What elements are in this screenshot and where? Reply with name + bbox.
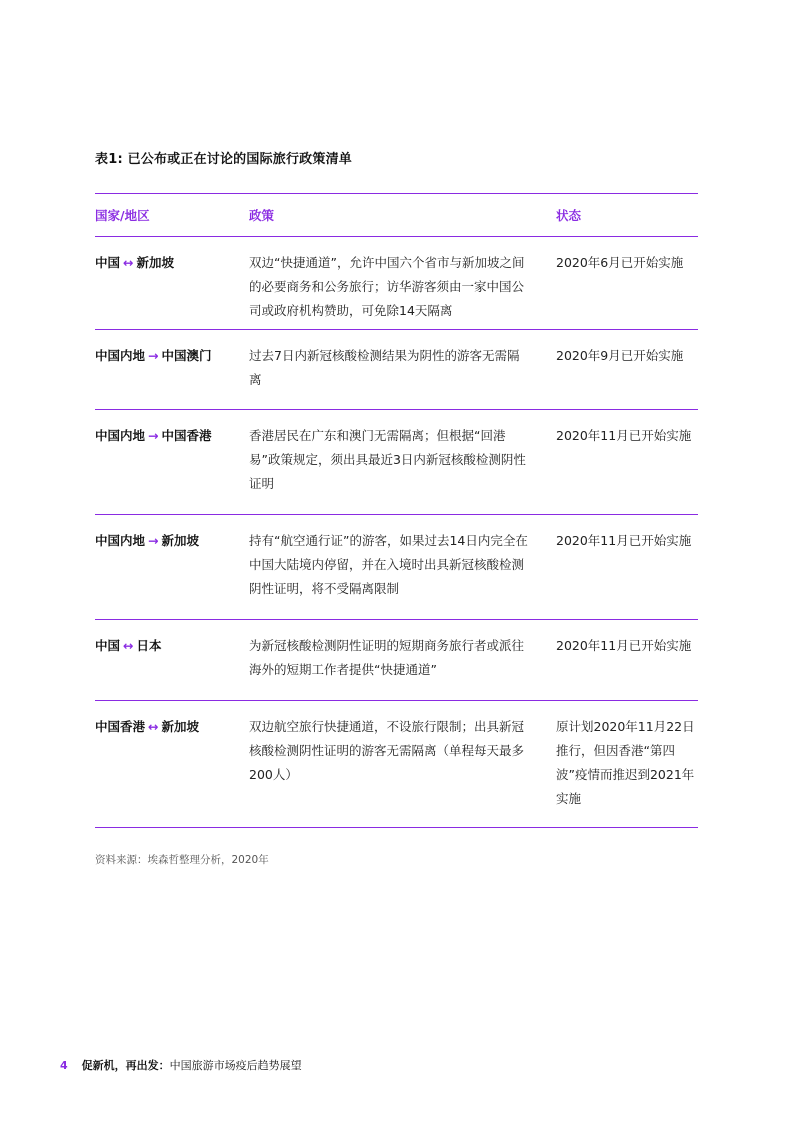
table-row — [95, 701, 698, 828]
policy-text: 过去7日内新冠核酸检测结果为阴性的游客无需隔离 — [249, 348, 520, 387]
right-arrow-icon: → — [148, 428, 159, 443]
policy-text: 持有“航空通行证”的游客，如果过去14日内完全在中国大陆境内停留，并在入境时出具新冠核酸检测阴性证明，将不受隔离限制 — [249, 533, 528, 596]
country-from: 中国内地 — [95, 428, 146, 443]
country-from: 中国 — [95, 638, 121, 653]
country-pair — [95, 715, 245, 739]
table-row — [95, 330, 698, 410]
country-to: 新加坡 — [161, 719, 200, 734]
header-status: 状态 — [556, 208, 582, 223]
status-text: 2020年6月已开始实施 — [556, 255, 684, 270]
table-row — [95, 410, 698, 515]
bidirectional-arrow-icon: ↔ — [123, 255, 134, 270]
bidirectional-arrow-icon: ↔ — [148, 719, 159, 734]
country-to: 新加坡 — [161, 533, 200, 548]
country-to: 新加坡 — [136, 255, 175, 270]
right-arrow-icon: → — [148, 533, 159, 548]
table-row — [95, 237, 698, 330]
table-row — [95, 620, 698, 701]
policy-text: 双边航空旅行快捷通道，不设旅行限制；出具新冠核酸检测阴性证明的游客无需隔离（单程每天最多200人） — [249, 719, 525, 782]
table-header — [95, 194, 698, 237]
country-to: 中国澳门 — [161, 348, 212, 363]
country-pair — [95, 529, 245, 553]
status-text: 2020年11月已开始实施 — [556, 533, 692, 548]
country-pair — [95, 344, 245, 368]
status-text: 2020年11月已开始实施 — [556, 638, 692, 653]
status-text: 2020年11月已开始实施 — [556, 428, 692, 443]
country-from: 中国内地 — [95, 533, 146, 548]
footer-report-title: 促新机，再出发： — [81, 1059, 170, 1072]
status-text: 2020年9月已开始实施 — [556, 348, 684, 363]
country-from: 中国香港 — [95, 719, 146, 734]
country-to: 日本 — [136, 638, 162, 653]
bidirectional-arrow-icon: ↔ — [123, 638, 134, 653]
table-row — [95, 515, 698, 620]
policy-text: 香港居民在广东和澳门无需隔离；但根据“回港易”政策规定，须出具最近3日内新冠核酸检测阴性证明 — [249, 428, 526, 491]
policy-table — [95, 193, 698, 828]
country-pair — [95, 251, 245, 275]
policy-text: 为新冠核酸检测阴性证明的短期商务旅行者或派往海外的短期工作者提供“快捷通道” — [249, 638, 525, 677]
table-title: 表1: 已公布或正在讨论的国际旅行政策清单 — [95, 152, 352, 167]
header-country: 国家/地区 — [95, 208, 150, 223]
page-number: 4 — [60, 1059, 68, 1072]
country-to: 中国香港 — [161, 428, 212, 443]
policy-text: 双边“快捷通道”，允许中国六个省市与新加坡之间的必要商务和公务旅行；访华游客须由一家中国公司或政府机构赞助，可免除14天隔离 — [249, 255, 525, 318]
source-note: 资料来源：埃森哲整理分析，2020年 — [95, 854, 269, 866]
header-policy: 政策 — [249, 208, 275, 223]
right-arrow-icon: → — [148, 348, 159, 363]
status-text: 原计划2020年11月22日推行，但因香港“第四波”疫情而推迟到2021年实施 — [556, 719, 695, 806]
country-from: 中国内地 — [95, 348, 146, 363]
footer-subtitle: 中国旅游市场疫后趋势展望 — [169, 1059, 302, 1072]
page-footer — [60, 1057, 302, 1073]
country-pair — [95, 424, 245, 448]
country-from: 中国 — [95, 255, 121, 270]
country-pair — [95, 634, 245, 658]
